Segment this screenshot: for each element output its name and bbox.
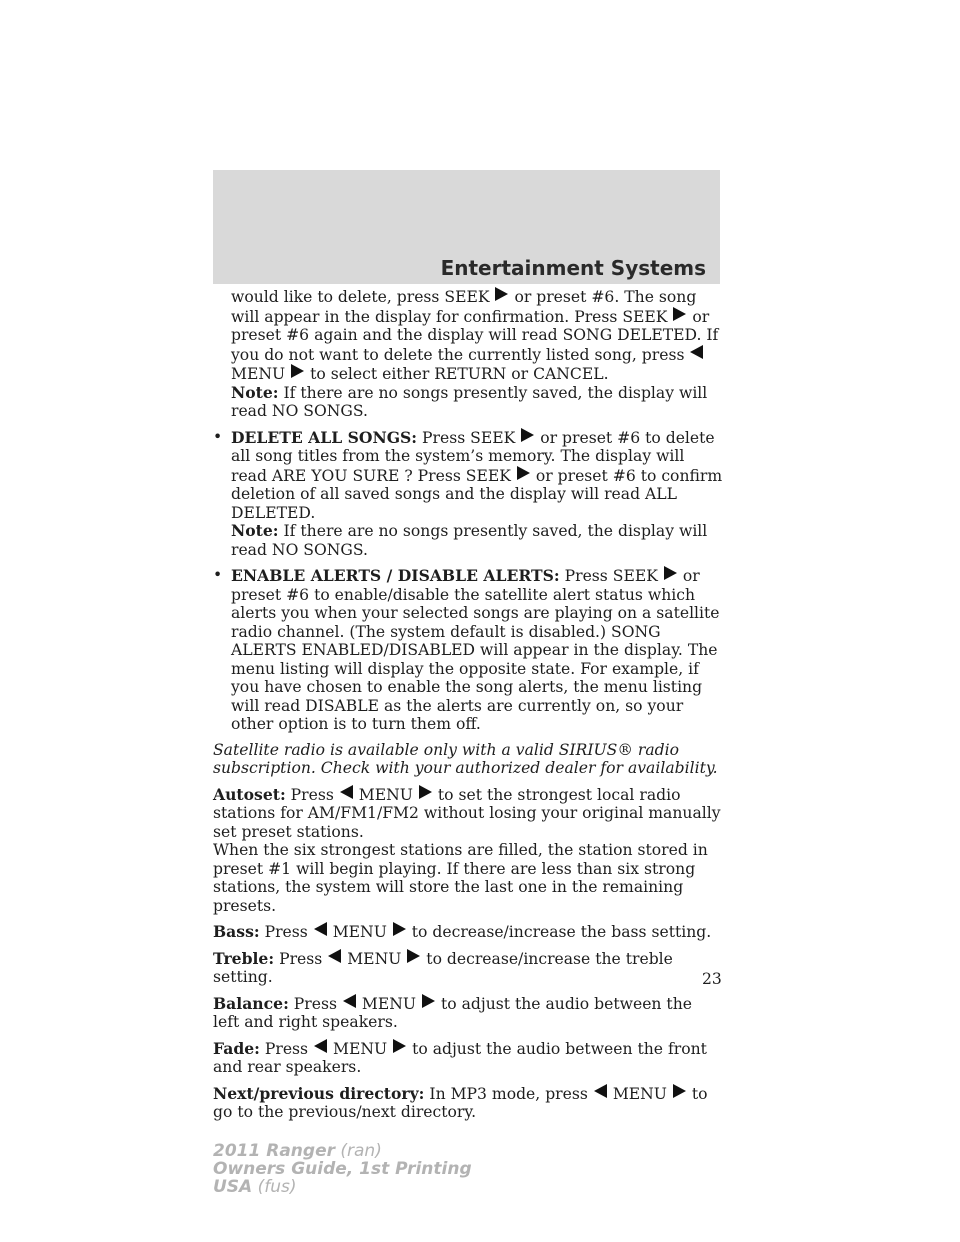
- footer-line-model: 2011 Ranger (ran): [213, 1141, 382, 1161]
- section-title: Entertainment Systems: [440, 256, 706, 280]
- section-header-band: [213, 170, 720, 284]
- autoset-paragraph: Autoset: Press MENU to set the strongest local radio stations for AM/FM1/FM2 without losing your original manually set preset stations.: [213, 784, 721, 841]
- seek-right-arrow-icon: [521, 428, 534, 442]
- satellite-radio-note: Satellite radio is available only with a valid SIRIUS® radio subscription. Check with your authorized dealer for availability.: [213, 740, 718, 777]
- menu-left-arrow-icon: [690, 345, 703, 359]
- menu-left-arrow-icon: [314, 1039, 327, 1053]
- menu-right-arrow-icon: [393, 922, 406, 936]
- footer-line-guide: Owners Guide, 1st Printing: [213, 1159, 472, 1179]
- footer-line-market: USA (fus): [213, 1177, 297, 1197]
- menu-right-arrow-icon: [422, 994, 435, 1008]
- page-number: 23: [702, 970, 722, 988]
- seek-right-arrow-icon: [664, 566, 677, 580]
- menu-left-arrow-icon: [314, 922, 327, 936]
- menu-right-arrow-icon: [673, 1084, 686, 1098]
- seek-right-arrow-icon: [495, 287, 508, 301]
- enable-alerts-item: • ENABLE ALERTS / DISABLE ALERTS: Press SEEK or preset #6 to enable/disable the satellite alert status which alerts you when your selected songs are playing on a satellite radio channel. (The system default is disabled.) SONG ALERTS ENABLED/DISABLED will appear in the display. The menu listing will display the opposite state. For example, if you have chosen to enable the song alerts, the menu listing will read DISABLE as the alerts are currently on, so your other option is to turn them off.: [213, 566, 720, 733]
- bullet: •: [213, 566, 223, 584]
- menu-right-arrow-icon: [419, 785, 432, 799]
- menu-left-arrow-icon: [340, 785, 353, 799]
- menu-left-arrow-icon: [343, 994, 356, 1008]
- treble-paragraph: Treble: Press MENU to decrease/increase the treble setting.: [213, 948, 673, 986]
- menu-right-arrow-icon: [407, 949, 420, 963]
- autoset-detail: When the six strongest stations are filled, the station stored in preset #1 will begin playing. If there are less than six strong stations, the system will store the last one in the remaining presets.: [213, 841, 708, 915]
- menu-left-arrow-icon: [328, 949, 341, 963]
- menu-left-arrow-icon: [594, 1084, 607, 1098]
- page-content: [213, 287, 723, 1122]
- delete-all-songs-item: • DELETE ALL SONGS: Press SEEK or preset #6 to delete all song titles from the system’s memory. The display will read ARE YOU SURE ? Press SEEK or preset #6 to confirm deletion of all saved songs and the display will read ALL DELETED.: [213, 427, 723, 522]
- next-previous-directory-paragraph: Next/previous directory: In MP3 mode, press MENU to go to the previous/next directory.: [213, 1083, 708, 1121]
- balance-paragraph: Balance: Press MENU to adjust the audio between the left and right speakers.: [213, 993, 692, 1031]
- delete-song-continued: would like to delete, press SEEK or preset #6. The song will appear in the display for confirmation. Press SEEK or preset #6 again and the display will read SONG DELETED. If you do not want to delete the currently listed song, press MENU to select either RETURN or CANCEL.: [231, 288, 719, 383]
- document-footer: [213, 1142, 472, 1196]
- seek-right-arrow-icon: [517, 466, 530, 480]
- note-no-songs: Note: If there are no songs presently saved, the display will read NO SONGS.: [231, 382, 708, 420]
- menu-right-arrow-icon: [291, 364, 304, 378]
- bullet: •: [213, 427, 223, 446]
- seek-right-arrow-icon: [673, 307, 686, 321]
- menu-right-arrow-icon: [393, 1039, 406, 1053]
- fade-paragraph: Fade: Press MENU to adjust the audio between the front and rear speakers.: [213, 1038, 707, 1076]
- bass-paragraph: Bass: Press MENU to decrease/increase the bass setting.: [213, 922, 712, 941]
- note-no-songs: Note: If there are no songs presently saved, the display will read NO SONGS.: [231, 521, 708, 559]
